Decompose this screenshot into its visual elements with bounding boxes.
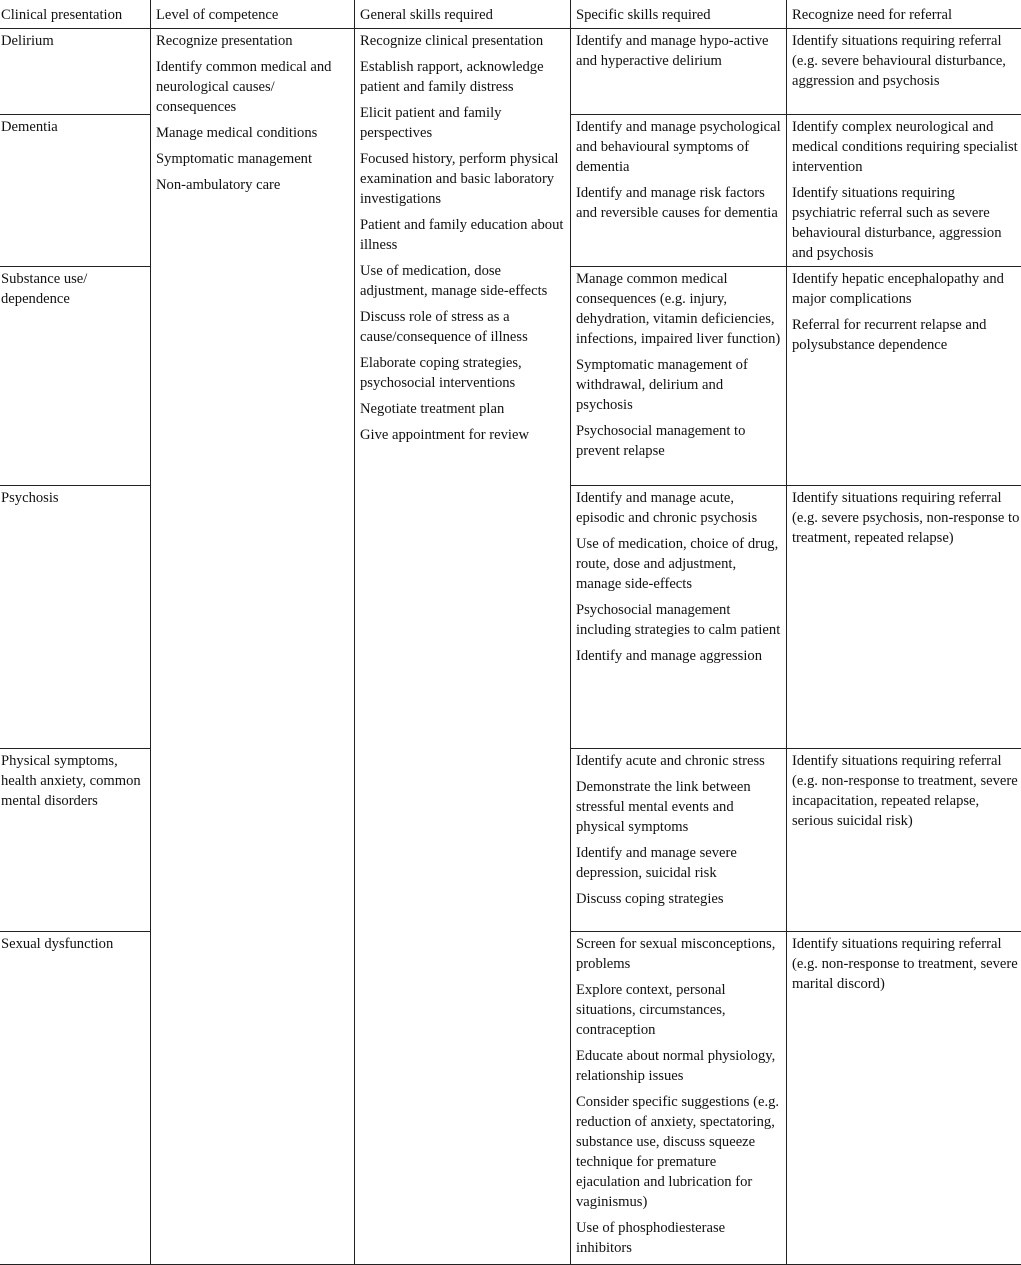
clinical-presentation-cell: Sexual dysfunction [1,936,114,952]
competence-item: Recognize presentation [156,33,293,49]
specific-skill-item: Identify and manage acute, episodic and chronic psychosis [576,490,758,526]
clinical-presentation-cell: Delirium [1,33,54,49]
referral-item: Identify situations requiring referral (e.g. non-response to treatment, severe incapacitation, repeated relapse, serious suicidal risk) [792,753,1018,829]
general-skill-item: Recognize clinical presentation [360,33,544,49]
referral-item: Identify situations requiring referral (e.g. non-response to treatment, severe marital discord) [792,936,1018,992]
specific-skill-item: Consider specific suggestions (e.g. reduction of anxiety, spectatoring, substance use, discuss squeeze technique for premature ejaculation and lubrication for vaginismus) [576,1094,780,1210]
specific-skills-cell [576,488,782,666]
clinical-presentation-cell: Physical symptoms, health anxiety, common mental disorders [1,753,141,809]
referral-cell [792,269,1021,355]
specific-skill-item: Identify and manage risk factors and reversible causes for dementia [576,185,778,221]
column-divider [354,0,355,1265]
header-level-of-competence: Level of competence [156,7,279,23]
general-skill-item: Establish rapport, acknowledge patient and family distress [360,59,544,95]
header-general-skills: General skills required [360,7,493,23]
general-skill-item: Elicit patient and family perspectives [360,105,502,141]
referral-cell [792,488,1021,548]
specific-skill-item: Educate about normal physiology, relationship issues [576,1048,776,1084]
header-referral: Recognize need for referral [792,7,953,23]
row-divider [0,931,150,932]
clinical-presentation-cell: Psychosis [1,490,59,506]
referral-cell [792,751,1021,831]
specific-skills-cell [576,751,782,909]
specific-skill-item: Demonstrate the link between stressful mental events and physical symptoms [576,779,751,835]
specific-skills-cell [576,269,782,461]
row-divider [0,748,150,749]
competence-item: Identify common medical and neurological causes/ consequences [156,59,332,115]
referral-item: Identify situations requiring psychiatric referral such as severe behavioural disturbance, aggression and psychosis [792,185,1002,261]
referral-item: Referral for recurrent relapse and polysubstance dependence [792,317,987,353]
general-skill-item: Focused history, perform physical examination and basic laboratory investigations [360,151,559,207]
row-divider [0,485,150,486]
specific-skill-item: Explore context, personal situations, circumstances, contraception [576,982,726,1038]
referral-cell [792,117,1021,263]
specific-skill-item: Identify and manage hypo-active and hyperactive delirium [576,33,769,69]
clinical-presentation-cell: Substance use/ dependence [1,271,88,307]
referral-cell [792,934,1021,994]
row-divider [570,485,1021,486]
general-skills-cell [360,31,568,445]
general-skill-item: Negotiate treatment plan [360,401,505,417]
header-divider [0,28,1021,29]
specific-skills-cell [576,934,782,1258]
specific-skills-cell [576,31,782,71]
referral-item: Identify complex neurological and medical conditions requiring specialist intervention [792,119,1018,175]
general-skill-item: Discuss role of stress as a cause/consequence of illness [360,309,528,345]
competence-item: Symptomatic management [156,151,313,167]
referral-item: Identify situations requiring referral (e.g. severe behavioural disturbance, aggression and psychosis [792,33,1006,89]
referral-item: Identify situations requiring referral (e.g. severe psychosis, non-response to treatment, repeated relapse) [792,490,1020,546]
clinical-presentation-cell: Dementia [1,119,58,135]
row-divider [570,114,1021,115]
specific-skill-item: Psychosocial management including strategies to calm patient [576,602,781,638]
competence-item: Non-ambulatory care [156,177,281,193]
specific-skill-item: Use of medication, choice of drug, route, dose and adjustment, manage side-effects [576,536,779,592]
referral-cell [792,31,1021,91]
column-divider [570,0,571,1265]
row-divider [570,931,1021,932]
general-skill-item: Elaborate coping strategies, psychosocial interventions [360,355,522,391]
specific-skill-item: Identify and manage severe depression, suicidal risk [576,845,737,881]
specific-skill-item: Manage common medical consequences (e.g. injury, dehydration, vitamin deficiencies, infections, impaired liver function) [576,271,781,347]
specific-skill-item: Use of phosphodiesterase inhibitors [576,1220,726,1256]
specific-skill-item: Identify acute and chronic stress [576,753,765,769]
row-divider [570,748,1021,749]
header-clinical-presentation: Clinical presentation [1,7,123,23]
specific-skill-item: Psychosocial management to prevent relapse [576,423,746,459]
level-of-competence-cell [156,31,348,195]
specific-skill-item: Discuss coping strategies [576,891,724,907]
general-skill-item: Give appointment for review [360,427,529,443]
column-divider [786,0,787,1265]
column-divider [150,0,151,1265]
general-skill-item: Use of medication, dose adjustment, manage side-effects [360,263,548,299]
specific-skill-item: Symptomatic management of withdrawal, delirium and psychosis [576,357,748,413]
specific-skill-item: Screen for sexual misconceptions, problems [576,936,776,972]
row-divider [0,114,150,115]
general-skill-item: Patient and family education about illness [360,217,564,253]
row-divider [0,266,150,267]
specific-skills-cell [576,117,782,223]
competence-item: Manage medical conditions [156,125,318,141]
header-specific-skills: Specific skills required [576,7,711,23]
row-divider [570,266,1021,267]
referral-item: Identify hepatic encephalopathy and major complications [792,271,1004,307]
specific-skill-item: Identify and manage psychological and behavioural symptoms of dementia [576,119,781,175]
specific-skill-item: Identify and manage aggression [576,648,763,664]
